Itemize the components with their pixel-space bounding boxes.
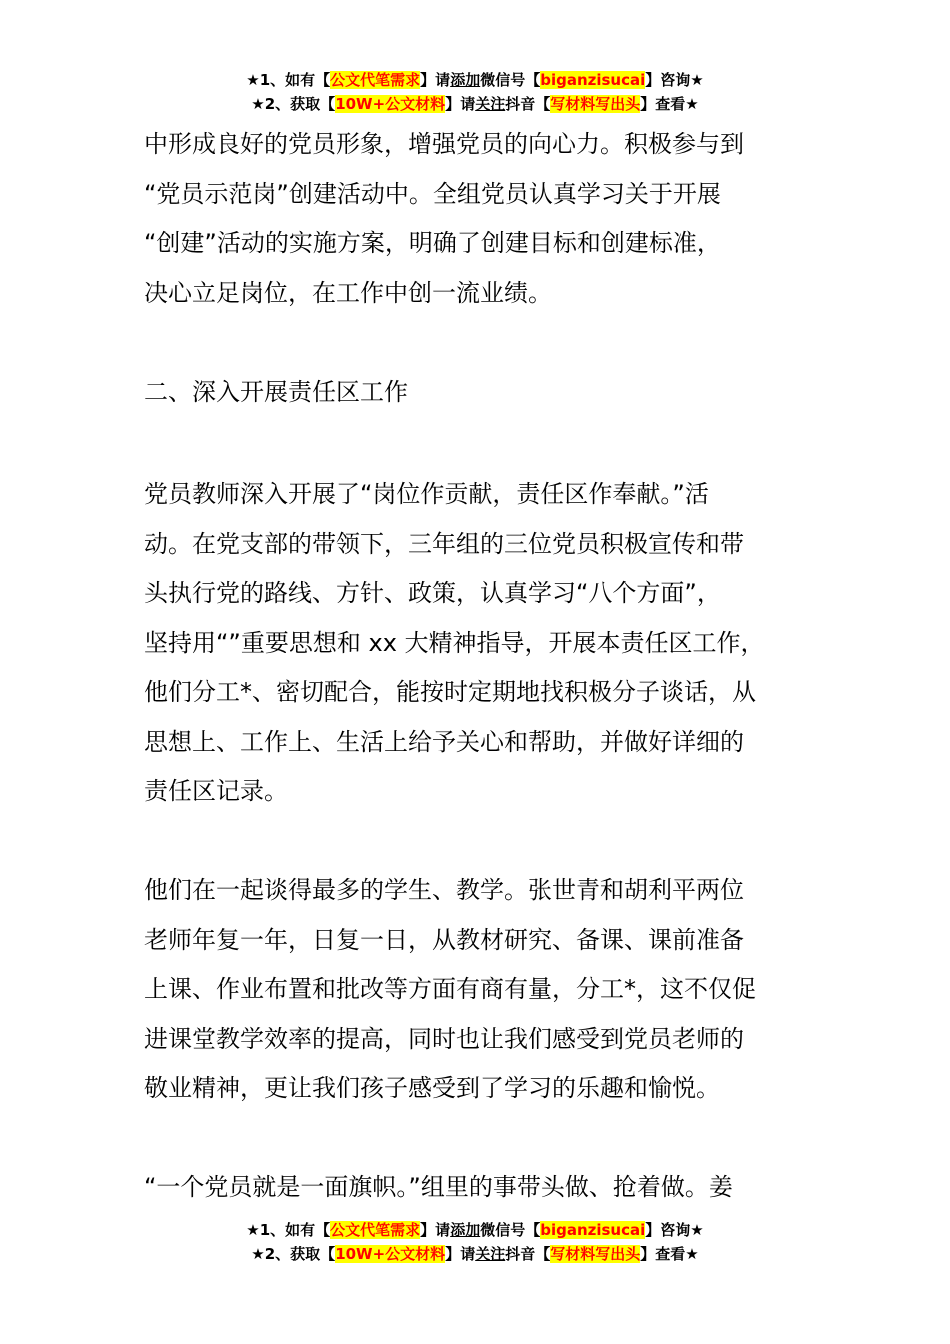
heading-text: 二、深入开展责任区工作	[144, 378, 408, 406]
banner-text: 】查看★	[640, 1245, 699, 1263]
banner-text: 】查看★	[640, 95, 699, 113]
banner-underline: 添加	[450, 1221, 481, 1239]
banner-text: 抖音【	[505, 1245, 551, 1263]
banner-highlight: 10W+公文材料	[335, 95, 446, 113]
banner-text: ★2、获取【	[251, 95, 336, 113]
banner-text: ★1、如有【	[246, 1221, 331, 1239]
text-line: 上课、作业布置和批改等方面有商有量，分工*，这不仅促	[144, 975, 756, 1003]
text-line: “党员示范岗”创建活动中。全组党员认真学习关于开展	[144, 179, 721, 208]
text-line: 他们分工*、密切配合，能按时定期地找积极分子谈话，从	[144, 678, 756, 706]
text-line: 他们在一起谈得最多的学生、教学。张世青和胡利平两位	[144, 876, 744, 904]
banner-underline: 添加	[450, 71, 481, 89]
paragraph-1	[144, 120, 844, 318]
footer-banner-line-2	[0, 1242, 950, 1266]
footer-banner-line-1	[0, 1218, 950, 1242]
text-line: 动。在党支部的带领下，三年组的三位党员积极宣传和带	[144, 529, 744, 558]
banner-highlight: 写材料写出头	[550, 1245, 641, 1263]
banner-text: 】咨询★	[645, 71, 704, 89]
banner-text: 微信号【	[480, 1221, 541, 1239]
text-line: 决心立足岗位，在工作中创一流业绩。	[144, 278, 552, 307]
text-line: 党员教师深入开展了“岗位作贡献，责任区作奉献。”活	[144, 480, 709, 508]
banner-text: 】请	[445, 95, 476, 113]
banner-highlight: 写材料写出头	[550, 95, 641, 113]
text-line: “一个党员就是一面旗帜。”组里的事带头做、抢着做。姜	[144, 1173, 733, 1201]
footer-banner	[0, 1218, 950, 1266]
banner-text: ★1、如有【	[246, 71, 331, 89]
banner-text: 】咨询★	[645, 1221, 704, 1239]
banner-text: 】请	[420, 71, 451, 89]
header-banner-line-1	[0, 68, 950, 92]
header-banner-line-2	[0, 92, 950, 116]
text-line: 中形成良好的党员形象，增强党员的向心力。积极参与到	[144, 130, 744, 158]
paragraph-2	[144, 470, 844, 817]
text-line: 思想上、工作上、生活上给予关心和帮助，并做好详细的	[144, 727, 744, 756]
banner-highlight: 公文代笔需求	[330, 71, 421, 89]
text-line: 进课堂教学效率的提高，同时也让我们感受到党员老师的	[144, 1024, 744, 1053]
banner-underline: 关注	[475, 95, 506, 113]
text-line: 敬业精神，更让我们孩子感受到了学习的乐趣和愉悦。	[144, 1074, 720, 1102]
banner-text: 】请	[445, 1245, 476, 1263]
text-line: 坚持用“”重要思想和 xx 大精神指导，开展本责任区工作，	[144, 628, 765, 657]
text-line: 老师年复一年，日复一日，从教材研究、备课、课前准备	[144, 925, 744, 954]
text-line: 头执行党的路线、方针、政策，认真学习“八个方面”，	[144, 579, 721, 607]
paragraph-3	[144, 866, 844, 1114]
paragraph-4	[144, 1163, 844, 1213]
banner-text: ★2、获取【	[251, 1245, 336, 1263]
text-line: “创建”活动的实施方案，明确了创建目标和创建标准，	[144, 229, 721, 257]
section-heading	[144, 368, 844, 418]
banner-underline: 关注	[475, 1245, 506, 1263]
banner-highlight: biganzisucai	[540, 1221, 646, 1239]
banner-text: 微信号【	[480, 71, 541, 89]
banner-text: 抖音【	[505, 95, 551, 113]
text-line: 责任区记录。	[144, 777, 288, 805]
header-banner	[0, 68, 950, 116]
banner-highlight: biganzisucai	[540, 71, 646, 89]
banner-highlight: 10W+公文材料	[335, 1245, 446, 1263]
banner-text: 】请	[420, 1221, 451, 1239]
banner-highlight: 公文代笔需求	[330, 1221, 421, 1239]
